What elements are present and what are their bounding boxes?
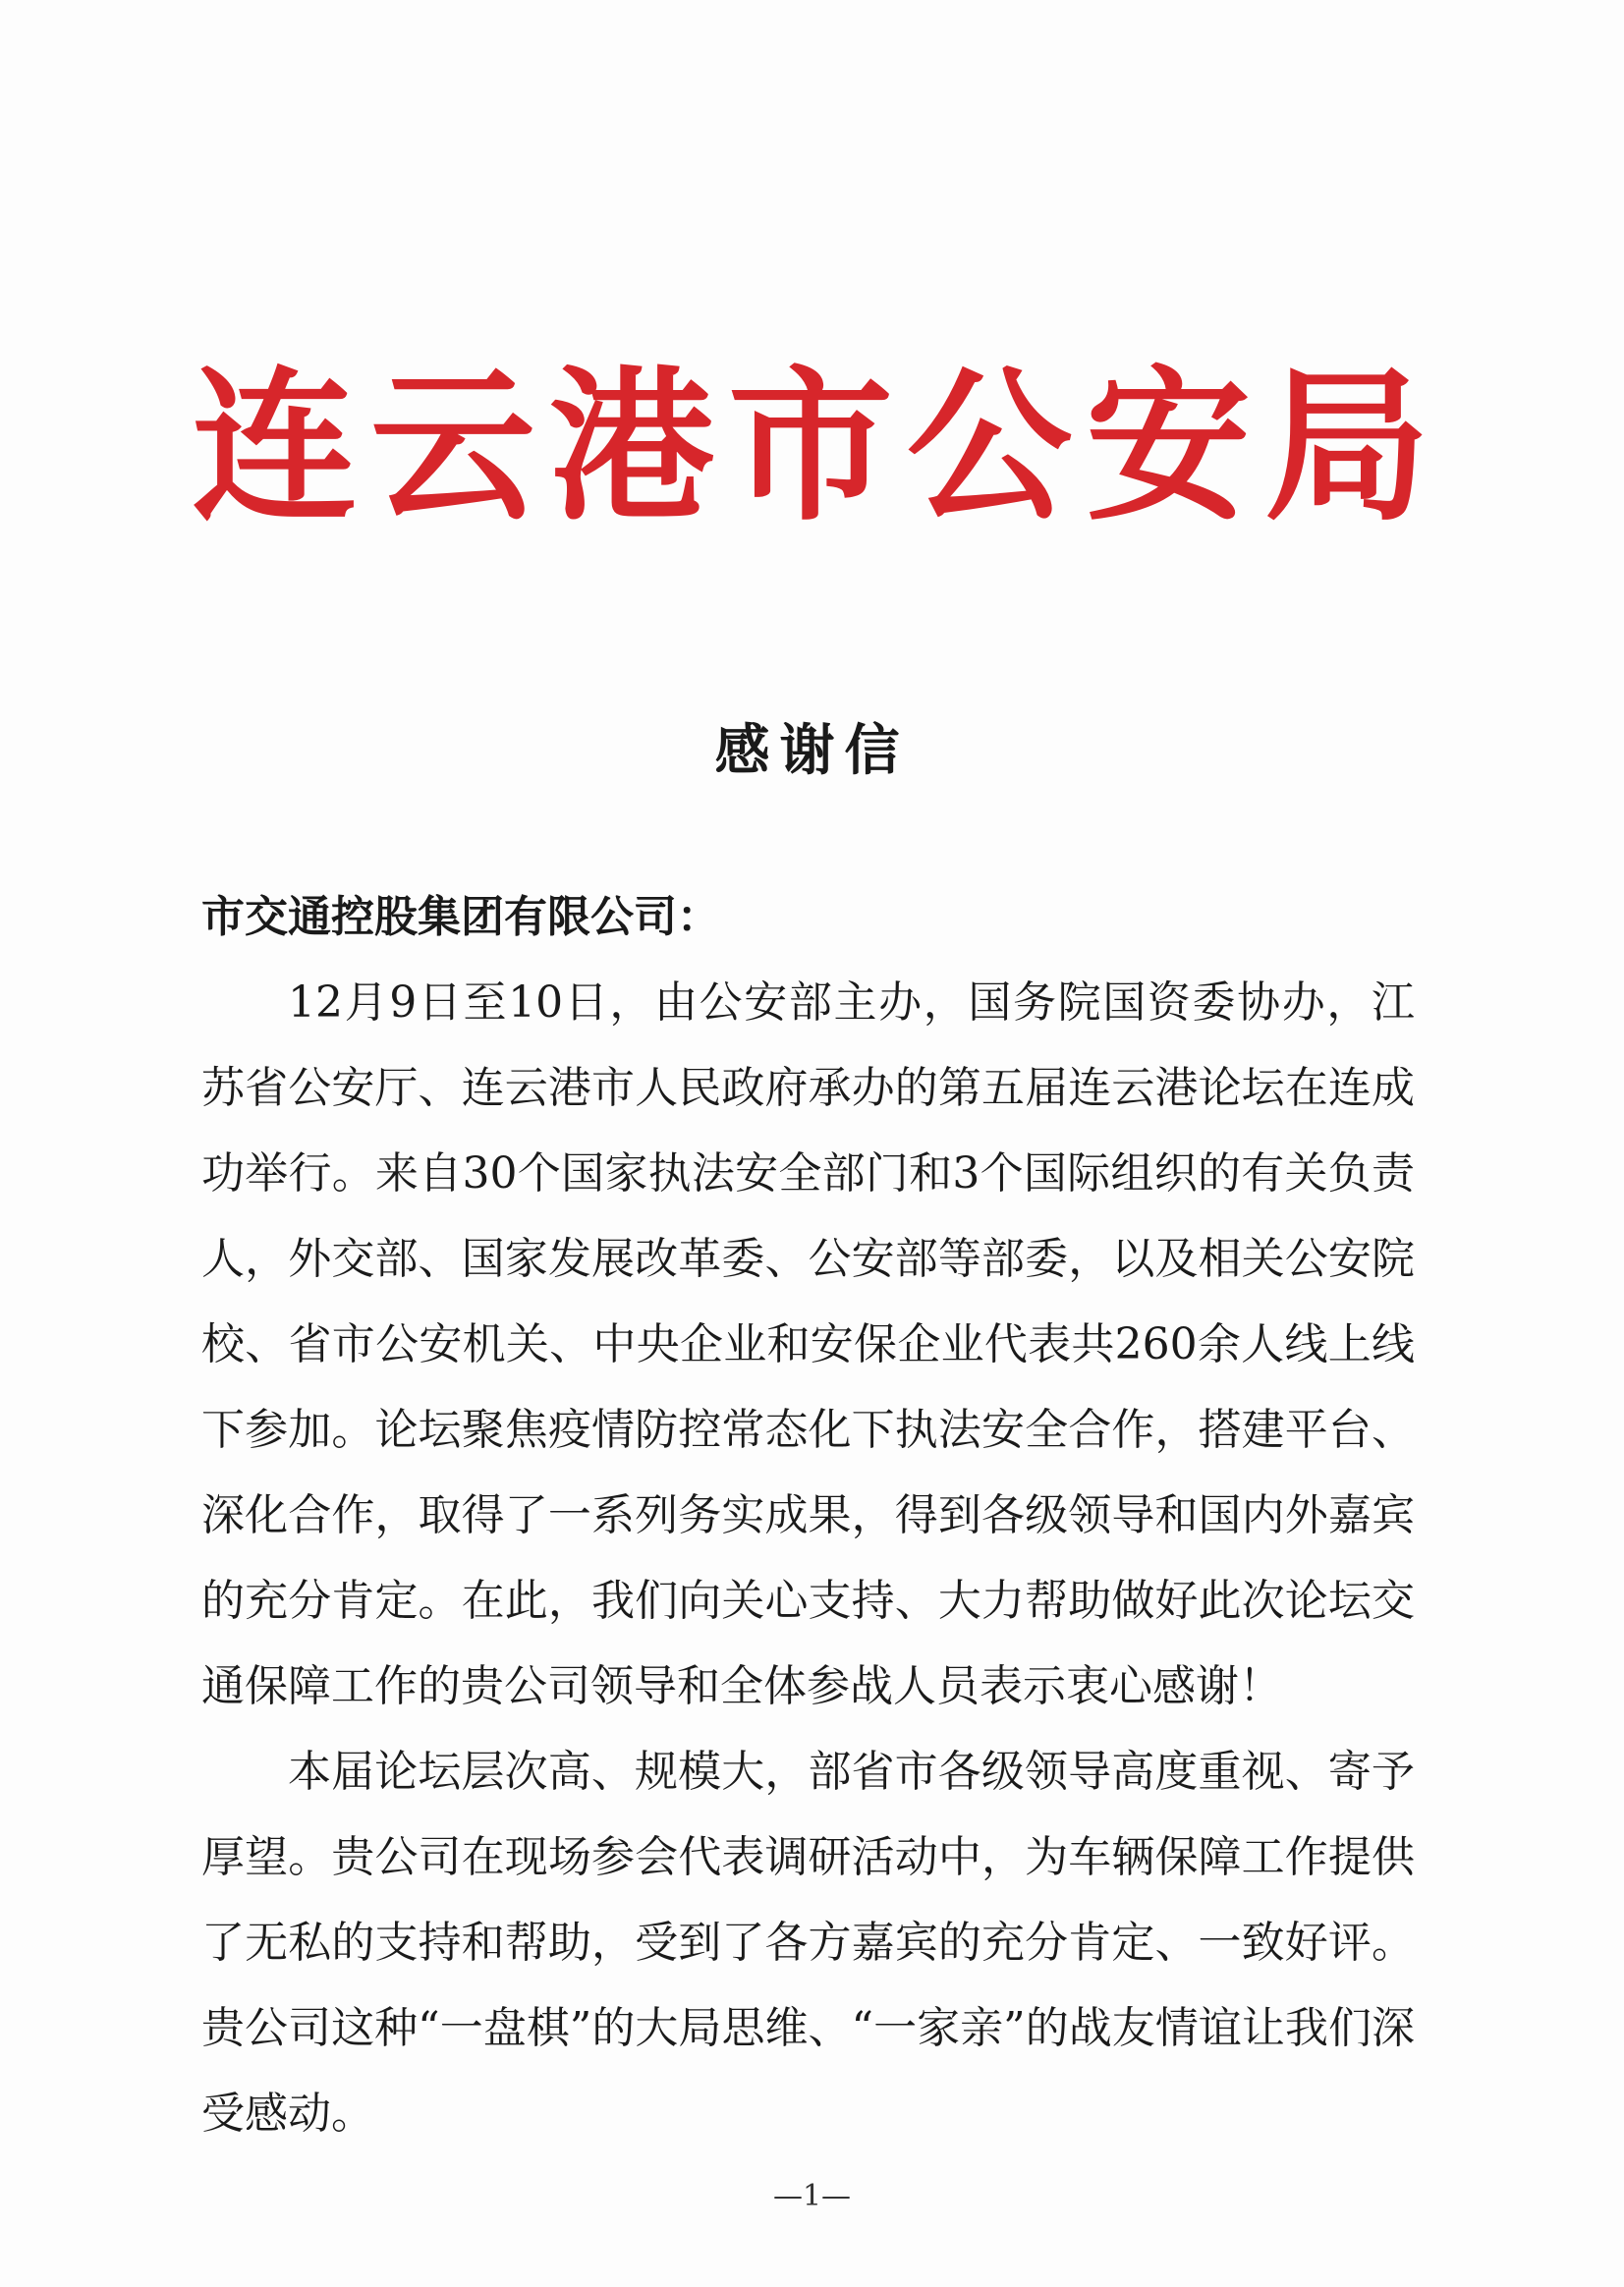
letter-paragraph-1: 12月9日至10日，由公安部主办，国务院国资委协办，江苏省公安厅、连云港市人民政府承办的第五届连云港论坛在连成功举行。来自30个国家执法安全部门和3个国际组织的有关负责人，外交部、国家发展改革委、公安部等部委，以及相关公安院校、省市公安机关、中央企业和安保企业代表共260余人线上线下参加。论坛聚焦疫情防控常态化下执法安全合作，搭建平台、深化合作，取得了一系列务实成果，得到各级领导和国内外嘉宾的充分肯定。在此，我们向关心支持、大力帮助做好此次论坛交通保障工作的贵公司领导和全体参战人员表示衷心感谢！ [201, 977, 1415, 1711]
letter-paragraph-2: 本届论坛层次高、规模大，部省市各级领导高度重视、寄予厚望。贵公司在现场参会代表调研活动中，为车辆保障工作提供了无私的支持和帮助，受到了各方嘉宾的充分肯定、一致好评。贵公司这种“一盘棋”的大局思维、“一家亲”的战友情谊让我们深受感动。 [201, 1747, 1415, 2139]
letterhead-org-name: 连云港市公安局 [192, 349, 1443, 543]
letter-salutation: 市交通控股集团有限公司： [201, 892, 720, 942]
page-number: —1— [772, 2179, 852, 2213]
letter-title: 感谢信 [714, 719, 910, 783]
letter-body [201, 874, 1415, 2156]
